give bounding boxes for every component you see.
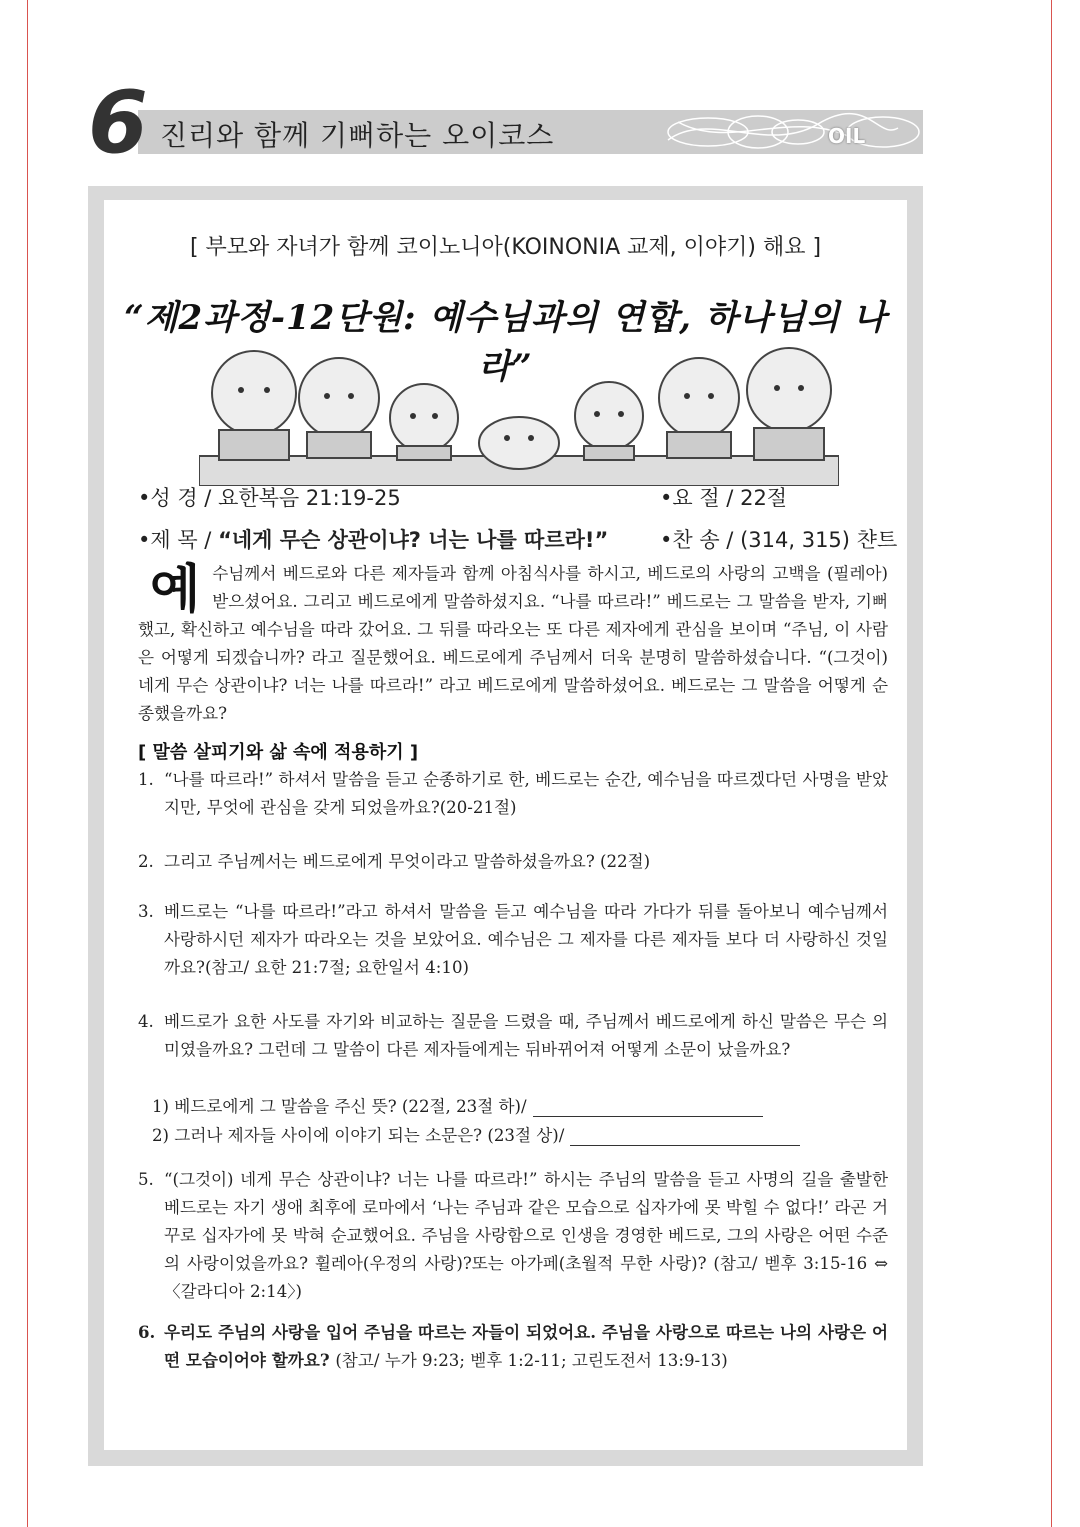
subject-value: “네게 무슨 상관이냐? 너는 나를 따르라!” [218, 528, 609, 552]
content-panel [88, 186, 923, 1466]
key-verse-value: 22절 [740, 486, 788, 510]
question-4 [138, 1008, 888, 1064]
subject-info [138, 524, 608, 554]
koinonia-heading: [ 부모와 자녀가 함께 코이노니아(KOINONIA 교제, 이야기) 해요 ] [189, 235, 822, 260]
key-verse-label: •요 절 / [660, 486, 734, 510]
scripture-info [138, 482, 401, 512]
question-number: 6. [138, 1322, 156, 1342]
unit-theme: “제2과정-12단원: 예수님과의 연합, 하나님의 나라” [124, 298, 887, 387]
question-text: 베드로가 요한 사도를 자기와 비교하는 질문을 드렸을 때, 주님께서 베드로에게 하신 말씀은 무슨 의미였을까요? 그런데 그 말씀이 다른 제자들에게는 뒤바뀌어져 어떻게 소문이 났을까요? [164, 1012, 888, 1059]
lesson-number: 6 [88, 73, 148, 173]
key-verse-info [660, 482, 787, 512]
sub-question-2 [152, 1122, 800, 1146]
hymn-value: (314, 315) 챤트 [740, 528, 898, 552]
ornament-label: OIL [828, 124, 866, 148]
question-number: 1. [138, 770, 154, 789]
ornament-swirl-icon [648, 110, 923, 154]
question-text: 우리도 주님의 사랑을 입어 주님을 따르는 자들이 되었어요. 주님을 사랑으로 따르는 나의 사랑은 어떤 모습이어야 할까요? [164, 1322, 888, 1370]
lesson-title: 진리와 함께 기뻐하는 오이코스 [160, 119, 555, 152]
hymn-info [660, 524, 897, 554]
question-text: “(그것이) 네게 무슨 상관이냐? 너는 나를 따르라!” 하시는 주님의 말씀을 듣고 사명의 길을 출발한 베드로는 자기 생애 최후에 로마에서 ‘나는 주님과 같은 모습으로 십자가에 못 박힐 수 없다!’ 라곤 거꾸로 십자가에 못 박혀 순교했어요. 주님을 사랑함으로 인생을 경영한 베드로, 그의 사랑은 어떤 수준의 사랑이었을까요? 휠레아(우정의 사랑)?또는 아가페(초월적 무한 사랑)? (참고/ 벧후 3:15-16 ⇔ 〈갈라디아 2:14〉) [164, 1170, 888, 1301]
content-panel-inner [104, 200, 907, 1450]
question-text: 베드로는 “나를 따르라!”라고 하셔서 말씀을 듣고 예수님을 따라 가다가 뒤를 돌아보니 예수님께서 사랑하시던 제자가 따라오는 것을 보았어요. 예수님은 그 제자를 다른 제자들 보다 더 사랑하신 것일까요?(참고/ 요한 21:7절; 요한일서 4:10) [164, 902, 888, 977]
sub-question-1 [152, 1093, 763, 1117]
section-heading: [ 말씀 살피기와 삶 속에 적용하기 ] [138, 742, 419, 763]
question-3 [138, 898, 888, 982]
sub-question-text: 2) 그러나 제자들 사이에 이야기 되는 소문은? (23절 상)/ [152, 1126, 565, 1145]
story-text: 수님께서 베드로와 다른 제자들과 함께 아침식사를 하시고, 베드로의 사랑의 고백을 (필레아) 받으셨어요. 그리고 베드로에게 말씀하셨지요. “나를 따르라!” 베드로는 그 말씀을 받자, 기뻐했고, 확신하고 예수님을 따라 갔어요. 그 뒤를 따라오는 또 다른 제자에게 관심을 보이며 “주님, 이 사람은 어떻게 되겠습니까? 라고 질문했어요. 베드로에게 주님께서 더욱 분명히 말씀하셨습니다. “(그것이) 네게 무슨 상관이냐? 너는 나를 따르라!” 라고 베드로에게 말씀하셨어요. 베드로는 그 말씀을 어떻게 순종했을까요? [138, 564, 888, 723]
story-paragraph [138, 560, 888, 728]
hymn-label: •찬 송 / [660, 528, 734, 552]
scripture-label: •성 경 / [138, 486, 212, 510]
question-6 [138, 1318, 888, 1375]
sub-question-text: 1) 베드로에게 그 말씀을 주신 뜻? (22절, 23절 하)/ [152, 1097, 527, 1116]
dropcap: 예 [150, 560, 201, 620]
question-reference: (참고/ 누가 9:23; 벧후 1:2-11; 고린도전서 13:9-13) [335, 1351, 728, 1370]
question-text: “나를 따르라!” 하셔서 말씀을 듣고 순종하기로 한, 베드로는 순간, 예수님을 따르겠다던 사명을 받았지만, 무엇에 관심을 갖게 되었을까요?(20-21절) [164, 770, 888, 817]
question-text: 그리고 주님께서는 베드로에게 무엇이라고 말씀하셨을까요? (22절) [164, 852, 651, 871]
answer-line[interactable] [533, 1098, 763, 1117]
question-number: 4. [138, 1012, 154, 1031]
question-number: 3. [138, 902, 154, 921]
question-2 [138, 848, 888, 876]
question-number: 2. [138, 852, 154, 871]
question-5 [138, 1166, 888, 1306]
scripture-value: 요한복음 21:19-25 [218, 486, 401, 510]
subject-label: •제 목 / [138, 528, 212, 552]
answer-line[interactable] [570, 1127, 800, 1146]
question-number: 5. [138, 1170, 154, 1189]
question-1 [138, 766, 888, 822]
lesson-header [88, 73, 923, 173]
family-illustration [199, 338, 839, 486]
